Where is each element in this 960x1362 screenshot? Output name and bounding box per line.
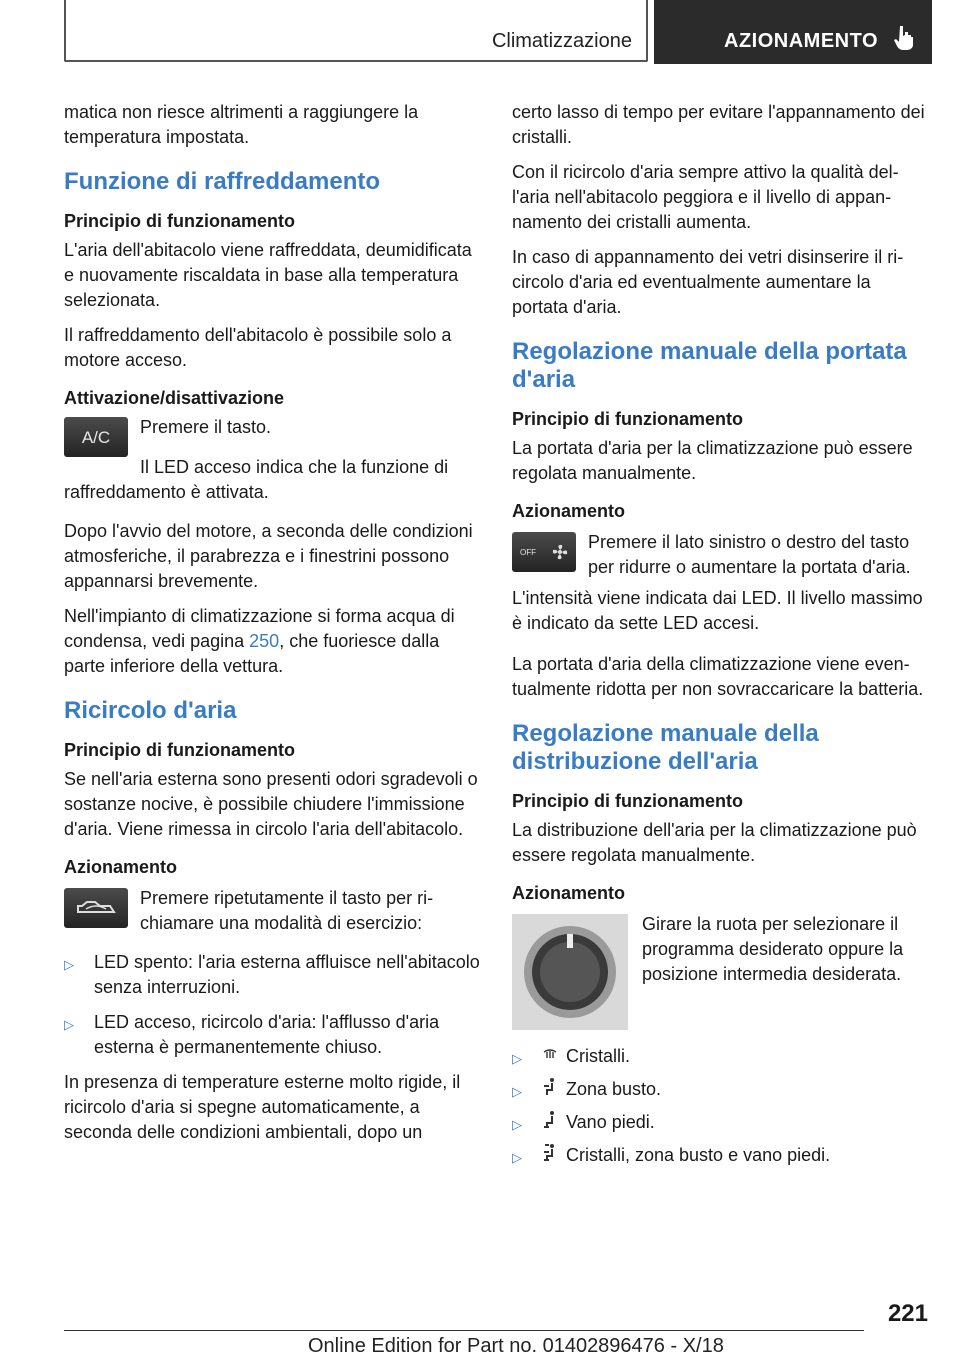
list-item [512, 1110, 930, 1137]
right-column [512, 100, 930, 1180]
text: , che fuoriesce dalla parte inferiore della vettura. [64, 631, 440, 676]
paragraph: Premere il tasto. [140, 417, 272, 437]
list-item [512, 1077, 930, 1104]
list-text: LED spento: l'aria esterna affluisce nell'abitacolo senza interruzioni. [94, 952, 480, 997]
subheading: Principio di funzionamento [64, 211, 295, 231]
wheel-instruction [512, 912, 930, 1030]
all-zones-icon [542, 1143, 558, 1163]
fan-instruction [512, 530, 930, 580]
paragraph: Premere il lato sinistro o destro del tasto per ridurre o aumentare la portata d'aria. [588, 532, 911, 577]
paragraph: In presenza di temperature esterne molto rigide, il ricircolo d'aria si spegne automaticamente, a seconda delle condizioni ambientali, dopo un [64, 1072, 461, 1142]
heading-air-distribution: Regolazione manuale della distribuzione dell'aria [512, 720, 819, 775]
list-text: Cristalli, zona busto e vano piedi. [566, 1145, 831, 1165]
list-text: Cristalli. [566, 1046, 631, 1066]
paragraph: Girare la ruota per selezionare il programma desiderato oppure la posizione intermedia desiderata. [642, 914, 904, 984]
page-header [64, 0, 932, 64]
paragraph: Il raffreddamento dell'abitacolo è possibile solo a motore acceso. [64, 325, 452, 370]
list-text: LED acceso, ricircolo d'aria: l'afflusso d'aria esterna è permanentemente chiuso. [94, 1012, 440, 1057]
footer-divider [64, 1330, 864, 1331]
paragraph: matica non riesce altrimenti a raggiungere la temperatura impostata. [64, 102, 419, 147]
chapter-title: AZIONAMENTO [724, 30, 879, 52]
paragraph: Premere ripetutamente il tasto per richiamare una modalità di esercizio: [140, 888, 434, 933]
edition-note: Online Edition for Part no. 01402896476 - X/18 [308, 1335, 724, 1357]
page-number: 221 [887, 1300, 928, 1327]
heading-cooling: Funzione di raffreddamento [64, 168, 381, 195]
paragraph: certo lasso di tempo per evitare l'appannamento dei cristalli. [512, 102, 925, 147]
ac-instruction [64, 415, 482, 457]
subheading: Attivazione/disattivazione [64, 388, 285, 408]
paragraph: Il LED acceso indica che la funzione di raffreddamento è attivata. [64, 457, 449, 502]
list-item [512, 1143, 930, 1170]
paragraph: Dopo l'avvio del motore, a seconda delle condizioni atmosferiche, il parabrezza e i finestrini possono appannarsi brevemente. [64, 521, 473, 591]
paragraph: L'intensità viene indicata dai LED. Il livello massimo è indicato da sette LED accesi. [512, 588, 923, 633]
paragraph: La portata d'aria per la climatizzazione può essere regolata manualmente. [512, 438, 913, 483]
subheading: Principio di funzionamento [512, 409, 743, 429]
paragraph: Con il ricircolo d'aria sempre attivo la qualità dell'aria nell'abitacolo peggiora e il livello di appannamento dei cristalli aumenta. [512, 162, 899, 232]
paragraph: In caso di appannamento dei vetri disinserire il ricircolo d'aria ed eventualmente aumentare la portata d'aria. [512, 247, 904, 317]
paragraph: Se nell'aria esterna sono presenti odori sgradevoli o sostanze nocive, è possibile chiudere l'immissione d'aria. Viene rimessa in circolo l'aria dell'abitacolo. [64, 769, 478, 839]
recirc-instruction [64, 886, 482, 936]
fan-icon [552, 544, 568, 560]
subheading: Principio di funzionamento [64, 740, 295, 760]
paragraph: L'aria dell'abitacolo viene raffreddata, deumidificata e nuovamente riscaldata in base alla temperatura selezionata. [64, 240, 472, 310]
footwell-icon [542, 1110, 558, 1130]
subheading: Azionamento [512, 501, 626, 521]
paragraph [64, 604, 482, 679]
triangle-bullet-icon: ▷ [512, 1084, 522, 1099]
ac-button-image: A/C [64, 417, 128, 457]
rotary-knob-icon [512, 914, 628, 1030]
list-item [512, 1044, 930, 1071]
page-link[interactable]: 250 [249, 631, 280, 651]
fan-off-label: OFF [520, 547, 536, 557]
subheading: Principio di funzionamento [512, 791, 743, 811]
list-item [64, 950, 482, 1000]
chapter-tab [654, 0, 932, 64]
list-text: Vano piedi. [566, 1112, 655, 1132]
car-recirculation-icon [74, 898, 118, 918]
hand-pointer-icon [894, 24, 916, 50]
heading-air-flow: Regolazione manuale della portata d'aria [512, 338, 907, 393]
text: Nell'impianto di climatizzazione si forma acqua di condensa, vedi pagina [64, 606, 455, 651]
list-item [64, 1010, 482, 1060]
distribution-wheel-image [512, 914, 628, 1030]
list-text: Zona busto. [566, 1079, 662, 1099]
triangle-bullet-icon: ▷ [512, 1150, 522, 1165]
windshield-icon [542, 1044, 558, 1064]
upper-body-icon [542, 1077, 558, 1097]
left-column [64, 100, 482, 1155]
section-tab [64, 0, 648, 62]
subheading: Azionamento [512, 883, 626, 903]
subheading: Azionamento [64, 857, 178, 877]
heading-recirculation: Ricircolo d'aria [64, 697, 237, 724]
triangle-bullet-icon: ▷ [64, 1017, 74, 1032]
triangle-bullet-icon: ▷ [512, 1051, 522, 1066]
section-title: Climatizzazione [491, 30, 632, 52]
recirculation-button-image [64, 888, 128, 928]
triangle-bullet-icon: ▷ [512, 1117, 522, 1132]
triangle-bullet-icon: ▷ [64, 957, 74, 972]
paragraph: La portata d'aria della climatizzazione viene eventualmente ridotta per non sovraccaricare la batteria. [512, 654, 924, 699]
paragraph: La distribuzione dell'aria per la climatizzazione può essere regolata manualmente. [512, 820, 917, 865]
fan-button-image [512, 532, 576, 572]
